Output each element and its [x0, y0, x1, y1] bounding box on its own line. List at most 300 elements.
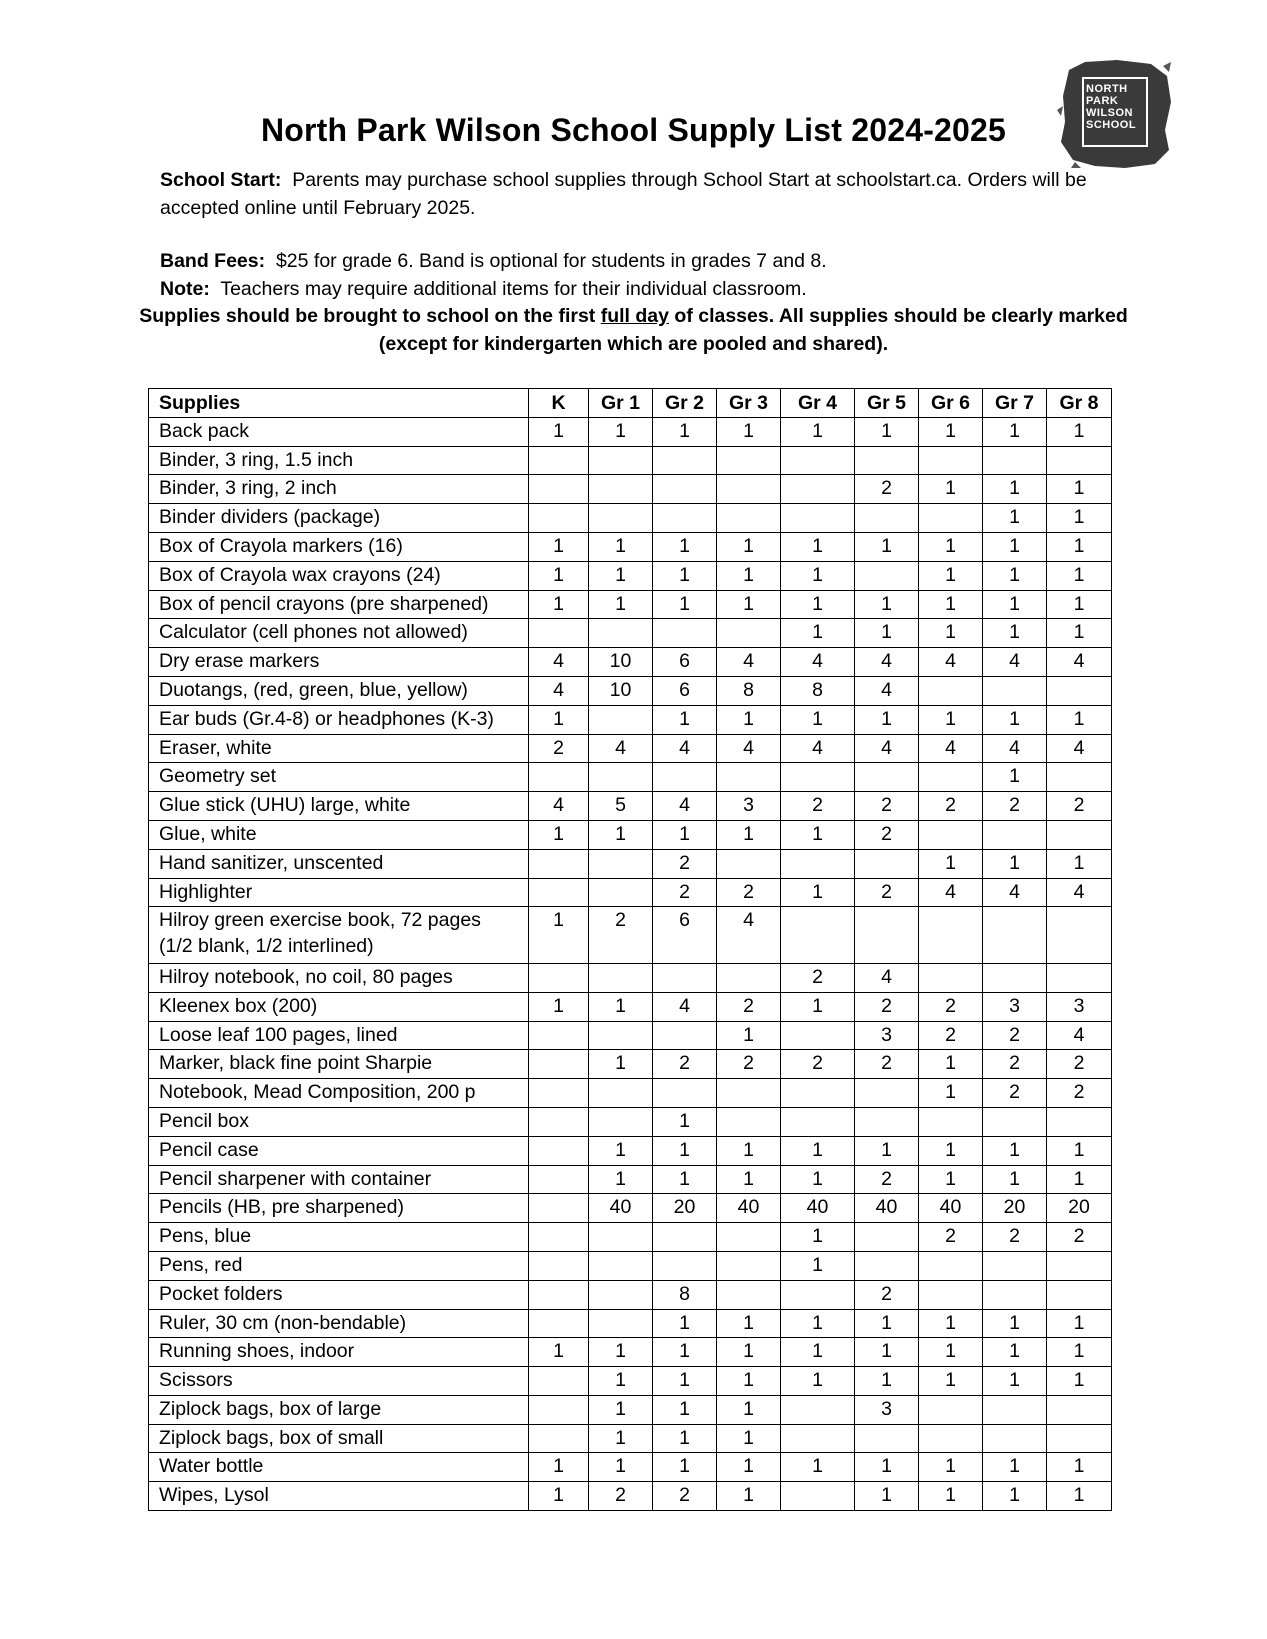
quantity-cell: 1 — [717, 1424, 781, 1453]
table-row — [149, 1251, 1112, 1280]
quantity-cell: 2 — [855, 1050, 919, 1079]
quantity-cell: 2 — [781, 1050, 855, 1079]
quantity-cell: 1 — [781, 561, 855, 590]
quantity-cell — [529, 1107, 589, 1136]
table-row — [149, 878, 1112, 907]
quantity-cell: 4 — [717, 648, 781, 677]
quantity-cell: 1 — [855, 532, 919, 561]
supply-name-cell — [149, 475, 529, 504]
supply-name: Eraser, white — [159, 736, 272, 759]
quantity-cell: 1 — [717, 561, 781, 590]
quantity-cell — [589, 705, 653, 734]
supply-name: Ziplock bags, box of small — [159, 1426, 384, 1449]
quantity-cell — [983, 820, 1047, 849]
quantity-cell — [983, 1424, 1047, 1453]
quantity-cell: 1 — [653, 1136, 717, 1165]
quantity-cell — [589, 1280, 653, 1309]
quantity-cell: 1 — [1047, 1165, 1112, 1194]
quantity-cell — [919, 504, 983, 533]
quantity-cell: 8 — [781, 676, 855, 705]
quantity-cell: 1 — [983, 475, 1047, 504]
quantity-cell — [529, 1194, 589, 1223]
quantity-cell — [589, 1107, 653, 1136]
supply-name-cell — [149, 1136, 529, 1165]
quantity-cell: 40 — [717, 1194, 781, 1223]
table-row — [149, 504, 1112, 533]
quantity-cell — [653, 619, 717, 648]
quantity-cell — [589, 1251, 653, 1280]
table-row — [149, 1367, 1112, 1396]
quantity-cell — [983, 1251, 1047, 1280]
supply-name: Notebook, Mead Composition, 200 p — [159, 1081, 476, 1104]
quantity-cell — [919, 1424, 983, 1453]
quantity-cell: 1 — [983, 619, 1047, 648]
quantity-cell: 4 — [653, 992, 717, 1021]
quantity-cell — [781, 1079, 855, 1108]
quantity-cell — [855, 1079, 919, 1108]
supply-name: Calculator (cell phones not allowed) — [159, 621, 468, 644]
table-row — [149, 1424, 1112, 1453]
quantity-cell — [781, 504, 855, 533]
quantity-cell — [781, 1021, 855, 1050]
supply-name: Duotangs, (red, green, blue, yellow) — [159, 678, 468, 701]
quantity-cell — [589, 878, 653, 907]
supply-name: Box of Crayola wax crayons (24) — [159, 563, 441, 586]
quantity-cell: 2 — [855, 475, 919, 504]
quantity-cell — [717, 1251, 781, 1280]
school-start-text: Parents may purchase school supplies through School Start at schoolstart.ca. Orders will be accepted online until February 2025. — [160, 169, 1087, 219]
quantity-cell — [529, 1165, 589, 1194]
quantity-cell: 2 — [717, 1050, 781, 1079]
quantity-cell: 1 — [983, 1367, 1047, 1396]
supply-name: Hilroy green exercise book, 72 pages — [159, 909, 481, 932]
header-grade: Gr 2 — [653, 389, 717, 418]
quantity-cell: 1 — [781, 1165, 855, 1194]
quantity-cell: 1 — [919, 590, 983, 619]
quantity-cell: 1 — [919, 1453, 983, 1482]
quantity-cell: 1 — [855, 590, 919, 619]
quantity-cell: 4 — [855, 963, 919, 992]
table-row — [149, 734, 1112, 763]
quantity-cell — [653, 475, 717, 504]
quantity-cell: 2 — [653, 849, 717, 878]
quantity-cell — [855, 1107, 919, 1136]
supply-name-cell — [149, 763, 529, 792]
quantity-cell — [529, 619, 589, 648]
quantity-cell: 1 — [717, 705, 781, 734]
header-grade: Gr 3 — [717, 389, 781, 418]
quantity-cell — [717, 763, 781, 792]
quantity-cell: 4 — [529, 648, 589, 677]
quantity-cell: 2 — [589, 1482, 653, 1511]
quantity-cell: 1 — [855, 1338, 919, 1367]
quantity-cell: 2 — [983, 1021, 1047, 1050]
quantity-cell: 3 — [983, 992, 1047, 1021]
quantity-cell: 1 — [983, 504, 1047, 533]
supply-name: Ruler, 30 cm (non-bendable) — [159, 1311, 407, 1334]
logo-text: NORTH PARK WILSON SCHOOL — [1086, 83, 1137, 131]
quantity-cell: 4 — [717, 907, 781, 964]
quantity-cell: 1 — [653, 590, 717, 619]
table-row — [149, 1395, 1112, 1424]
quantity-cell — [781, 475, 855, 504]
quantity-cell: 1 — [653, 1107, 717, 1136]
quantity-cell — [589, 446, 653, 475]
quantity-cell — [529, 1136, 589, 1165]
quantity-cell — [855, 446, 919, 475]
table-row — [149, 619, 1112, 648]
quantity-cell: 1 — [1047, 532, 1112, 561]
quantity-cell: 40 — [589, 1194, 653, 1223]
quantity-cell: 1 — [855, 1453, 919, 1482]
table-row — [149, 1165, 1112, 1194]
quantity-cell: 1 — [653, 1367, 717, 1396]
quantity-cell: 4 — [653, 792, 717, 821]
quantity-cell: 1 — [919, 849, 983, 878]
quantity-cell: 1 — [589, 417, 653, 446]
quantity-cell: 4 — [919, 734, 983, 763]
header-grade: Gr 6 — [919, 389, 983, 418]
quantity-cell: 10 — [589, 648, 653, 677]
quantity-cell: 1 — [919, 1338, 983, 1367]
quantity-cell — [589, 1079, 653, 1108]
note-label: Note: — [160, 278, 210, 300]
quantity-cell: 4 — [983, 878, 1047, 907]
quantity-cell: 1 — [919, 417, 983, 446]
quantity-cell: 1 — [589, 1395, 653, 1424]
supply-name: Pencils (HB, pre sharpened) — [159, 1196, 404, 1219]
quantity-cell: 1 — [983, 1338, 1047, 1367]
quantity-cell — [653, 1079, 717, 1108]
quantity-cell — [717, 1280, 781, 1309]
quantity-cell: 20 — [983, 1194, 1047, 1223]
quantity-cell — [717, 504, 781, 533]
quantity-cell: 1 — [717, 1395, 781, 1424]
quantity-cell: 2 — [855, 1165, 919, 1194]
supply-name-cell — [149, 1194, 529, 1223]
table-row — [149, 1079, 1112, 1108]
quantity-cell: 3 — [855, 1395, 919, 1424]
supply-name-cell — [149, 705, 529, 734]
supply-name-cell — [149, 907, 529, 964]
quantity-cell: 1 — [983, 1482, 1047, 1511]
quantity-cell: 1 — [919, 1367, 983, 1396]
quantity-cell: 1 — [1047, 417, 1112, 446]
quantity-cell: 1 — [1047, 590, 1112, 619]
quantity-cell: 1 — [781, 1453, 855, 1482]
quantity-cell: 1 — [589, 1136, 653, 1165]
header-grade: Gr 1 — [589, 389, 653, 418]
quantity-cell: 4 — [781, 734, 855, 763]
quantity-cell: 2 — [653, 1482, 717, 1511]
quantity-cell — [983, 1280, 1047, 1309]
quantity-cell — [919, 1251, 983, 1280]
quantity-cell: 1 — [653, 705, 717, 734]
quantity-cell: 2 — [653, 878, 717, 907]
quantity-cell: 1 — [529, 992, 589, 1021]
quantity-cell: 2 — [855, 820, 919, 849]
quantity-cell: 8 — [717, 676, 781, 705]
quantity-cell: 8 — [653, 1280, 717, 1309]
quantity-cell — [589, 475, 653, 504]
table-row — [149, 1482, 1112, 1511]
quantity-cell — [1047, 907, 1112, 964]
quantity-cell — [529, 1223, 589, 1252]
quantity-cell — [717, 475, 781, 504]
quantity-cell: 1 — [919, 1309, 983, 1338]
table-row — [149, 648, 1112, 677]
quantity-cell: 3 — [855, 1021, 919, 1050]
quantity-cell: 1 — [781, 1367, 855, 1396]
supply-name-cell — [149, 820, 529, 849]
quantity-cell: 1 — [781, 417, 855, 446]
quantity-cell: 1 — [983, 1165, 1047, 1194]
quantity-cell: 1 — [983, 763, 1047, 792]
quantity-cell: 6 — [653, 648, 717, 677]
quantity-cell — [781, 763, 855, 792]
supply-name: Pencil box — [159, 1109, 249, 1132]
supply-name-cell — [149, 590, 529, 619]
table-row — [149, 963, 1112, 992]
table-row — [149, 849, 1112, 878]
table-row — [149, 446, 1112, 475]
table-row — [149, 1309, 1112, 1338]
quantity-cell: 1 — [589, 1338, 653, 1367]
quantity-cell — [919, 963, 983, 992]
table-row — [149, 676, 1112, 705]
supply-name: Pens, red — [159, 1253, 243, 1276]
quantity-cell: 40 — [781, 1194, 855, 1223]
note-text: Teachers may require additional items for their individual classroom. — [220, 278, 807, 300]
quantity-cell: 1 — [781, 619, 855, 648]
quantity-cell: 1 — [653, 1453, 717, 1482]
quantity-cell: 2 — [781, 963, 855, 992]
table-row — [149, 1338, 1112, 1367]
quantity-cell: 1 — [781, 532, 855, 561]
supply-name-cell — [149, 792, 529, 821]
quantity-cell: 2 — [919, 992, 983, 1021]
supply-name: Geometry set — [159, 765, 277, 788]
table-row — [149, 475, 1112, 504]
quantity-cell — [653, 504, 717, 533]
supply-name-cell — [149, 849, 529, 878]
supply-name-cell — [149, 878, 529, 907]
supply-name: Hand sanitizer, unscented — [159, 851, 384, 874]
supply-name-cell — [149, 1021, 529, 1050]
quantity-cell: 1 — [717, 1309, 781, 1338]
quantity-cell: 1 — [717, 1136, 781, 1165]
quantity-cell: 2 — [855, 1280, 919, 1309]
quantity-cell: 1 — [919, 1165, 983, 1194]
quantity-cell: 1 — [919, 705, 983, 734]
header-grade: Gr 8 — [1047, 389, 1112, 418]
quantity-cell: 2 — [1047, 1050, 1112, 1079]
supply-table — [148, 388, 1112, 1511]
supply-name-cell — [149, 648, 529, 677]
quantity-cell — [855, 1223, 919, 1252]
quantity-cell: 1 — [717, 1453, 781, 1482]
quantity-cell: 2 — [589, 907, 653, 964]
quantity-cell: 1 — [653, 1395, 717, 1424]
quantity-cell: 1 — [1047, 1367, 1112, 1396]
supply-name-cell — [149, 1453, 529, 1482]
quantity-cell: 2 — [983, 1050, 1047, 1079]
quantity-cell: 1 — [919, 475, 983, 504]
table-row — [149, 763, 1112, 792]
quantity-cell: 1 — [717, 417, 781, 446]
supply-name: Highlighter — [159, 880, 253, 903]
quantity-cell: 1 — [781, 878, 855, 907]
quantity-cell — [653, 1251, 717, 1280]
quantity-cell: 1 — [983, 849, 1047, 878]
header-grade: Gr 4 — [781, 389, 855, 418]
quantity-cell: 4 — [529, 792, 589, 821]
quantity-cell: 1 — [983, 1453, 1047, 1482]
quantity-cell: 2 — [1047, 1079, 1112, 1108]
quantity-cell: 4 — [855, 734, 919, 763]
supply-name: Hilroy notebook, no coil, 80 pages — [159, 965, 453, 988]
quantity-cell: 1 — [717, 1482, 781, 1511]
quantity-cell — [717, 1107, 781, 1136]
quantity-cell — [781, 1482, 855, 1511]
table-row — [149, 1223, 1112, 1252]
supply-name-continued: (1/2 blank, 1/2 interlined) — [159, 935, 374, 958]
quantity-cell: 4 — [1047, 878, 1112, 907]
quantity-cell — [983, 446, 1047, 475]
quantity-cell: 1 — [983, 1136, 1047, 1165]
supply-name: Binder, 3 ring, 1.5 inch — [159, 448, 354, 471]
table-row — [149, 1280, 1112, 1309]
supply-name: Box of pencil crayons (pre sharpened) — [159, 592, 489, 615]
quantity-cell: 1 — [855, 1309, 919, 1338]
quantity-cell: 4 — [529, 676, 589, 705]
quantity-cell: 1 — [1047, 705, 1112, 734]
quantity-cell: 1 — [1047, 849, 1112, 878]
supplies-instruction: Supplies should be brought to school on the first full day of classes. All supplies should be clearly marked (except for kindergarten which are pooled and shared). — [139, 305, 1128, 355]
quantity-cell — [781, 446, 855, 475]
quantity-cell — [589, 1309, 653, 1338]
quantity-cell: 1 — [589, 590, 653, 619]
quantity-cell: 40 — [919, 1194, 983, 1223]
quantity-cell — [529, 1251, 589, 1280]
table-row — [149, 1050, 1112, 1079]
quantity-cell: 1 — [1047, 1482, 1112, 1511]
quantity-cell — [529, 878, 589, 907]
quantity-cell: 3 — [1047, 992, 1112, 1021]
quantity-cell — [589, 504, 653, 533]
quantity-cell: 10 — [589, 676, 653, 705]
quantity-cell: 2 — [919, 1021, 983, 1050]
quantity-cell: 1 — [781, 1223, 855, 1252]
quantity-cell: 2 — [855, 992, 919, 1021]
quantity-cell — [653, 963, 717, 992]
quantity-cell: 1 — [529, 590, 589, 619]
supply-name: Ziplock bags, box of large — [159, 1397, 382, 1420]
table-row — [149, 561, 1112, 590]
quantity-cell — [589, 1223, 653, 1252]
quantity-cell: 1 — [589, 1367, 653, 1396]
quantity-cell: 1 — [653, 532, 717, 561]
quantity-cell — [589, 619, 653, 648]
quantity-cell: 1 — [983, 1309, 1047, 1338]
quantity-cell — [717, 619, 781, 648]
quantity-cell — [983, 1107, 1047, 1136]
quantity-cell — [529, 1367, 589, 1396]
supply-name-cell — [149, 1223, 529, 1252]
quantity-cell — [781, 1107, 855, 1136]
quantity-cell: 1 — [855, 705, 919, 734]
quantity-cell — [919, 1107, 983, 1136]
quantity-cell: 1 — [781, 1251, 855, 1280]
quantity-cell — [855, 1424, 919, 1453]
quantity-cell — [717, 1223, 781, 1252]
quantity-cell — [529, 1050, 589, 1079]
supply-name: Wipes, Lysol — [159, 1484, 269, 1507]
quantity-cell — [529, 1079, 589, 1108]
quantity-cell: 1 — [1047, 504, 1112, 533]
quantity-cell: 1 — [855, 1136, 919, 1165]
supply-name-cell — [149, 1050, 529, 1079]
quantity-cell: 2 — [1047, 1223, 1112, 1252]
quantity-cell: 1 — [653, 417, 717, 446]
quantity-cell: 1 — [529, 907, 589, 964]
quantity-cell: 1 — [529, 417, 589, 446]
quantity-cell — [1047, 1251, 1112, 1280]
supply-name-cell — [149, 1482, 529, 1511]
header-supplies: Supplies — [149, 389, 529, 418]
quantity-cell — [1047, 676, 1112, 705]
quantity-cell: 6 — [653, 676, 717, 705]
quantity-cell: 1 — [1047, 1136, 1112, 1165]
quantity-cell — [983, 963, 1047, 992]
supply-name: Box of Crayola markers (16) — [159, 534, 403, 557]
quantity-cell: 1 — [919, 1079, 983, 1108]
supply-name: Pencil case — [159, 1138, 259, 1161]
quantity-cell: 1 — [589, 532, 653, 561]
quantity-cell: 1 — [1047, 619, 1112, 648]
quantity-cell — [919, 763, 983, 792]
quantity-cell: 1 — [589, 1050, 653, 1079]
supply-name-cell — [149, 992, 529, 1021]
quantity-cell: 1 — [781, 1309, 855, 1338]
quantity-cell — [1047, 763, 1112, 792]
quantity-cell: 1 — [717, 820, 781, 849]
quantity-cell: 1 — [1047, 1453, 1112, 1482]
quantity-cell — [855, 561, 919, 590]
quantity-cell: 4 — [983, 648, 1047, 677]
quantity-cell: 4 — [919, 648, 983, 677]
table-row — [149, 907, 1112, 964]
quantity-cell: 1 — [717, 590, 781, 619]
quantity-cell: 1 — [919, 561, 983, 590]
quantity-cell: 4 — [1047, 1021, 1112, 1050]
table-row — [149, 792, 1112, 821]
quantity-cell: 4 — [855, 648, 919, 677]
supply-name: Pencil sharpener with container — [159, 1167, 432, 1190]
table-row — [149, 820, 1112, 849]
table-row — [149, 417, 1112, 446]
quantity-cell — [717, 963, 781, 992]
quantity-cell — [855, 1251, 919, 1280]
school-start-label: School Start: — [160, 169, 282, 191]
quantity-cell: 4 — [589, 734, 653, 763]
quantity-cell: 1 — [1047, 1338, 1112, 1367]
supply-name-cell — [149, 532, 529, 561]
table-row — [149, 1453, 1112, 1482]
quantity-cell: 6 — [653, 907, 717, 964]
quantity-cell: 1 — [855, 417, 919, 446]
quantity-cell — [1047, 446, 1112, 475]
